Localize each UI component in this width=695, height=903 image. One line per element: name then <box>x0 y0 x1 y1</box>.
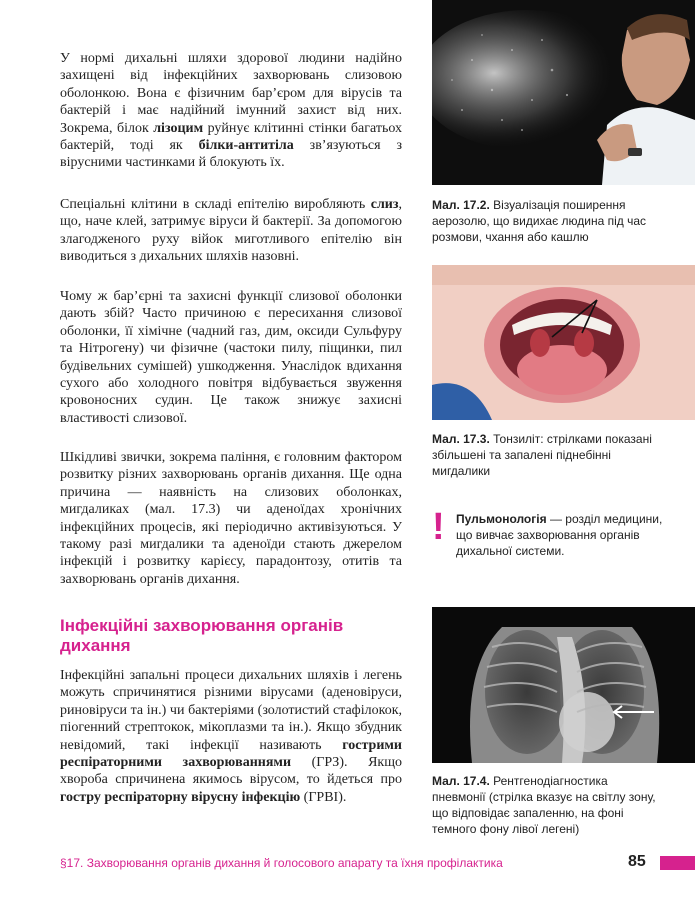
page-number: 85 <box>628 853 646 870</box>
term-antibodies: білки-антитіла <box>198 138 294 154</box>
caption-fig-17-3: Мал. 17.3. Тонзиліт: стрілками показані збільшені та запалені піднебінні мигдалики <box>432 432 652 478</box>
paragraph-infections: Інфекційні запальні процеси дихальних шляхів і легень можуть спричинятися різними вірусами (аденовіруси, риновіруси та ін.) чи бактеріями (золотистий стафілокок, піогенний стрептокок, мікоплазми та ін.). Якщо збудник невідомий, такі інфекції називають гострими респіраторними захворюваннями (ГРЗ). Якщо хвороба спричинена якимось вірусом, то йдеться про гостру респіраторну вірусну інфекцію (ГРВІ). <box>60 668 402 805</box>
definition-box <box>432 505 672 575</box>
aerosol-photo-image <box>432 0 695 185</box>
exclamation-icon: ! <box>432 506 445 548</box>
term-mucus: слиз <box>370 197 399 212</box>
section-heading: Інфекційні захворювання органів дихання <box>60 616 344 655</box>
paragraph-mucosa-protection: У нормі дихальні шляхи здорової людини надійно захищені від інфекційних захворювань слизовою оболонкою. Вона є фізичним бар’єром для вірусів та бактерій і має надійний імунний захист від них. Зокрема, білок лізоцим руйнує клітинні стінки багатьох бактерій, тоді як білки-антитіла зв’язуються з вірусними частинками й блокують їх. <box>60 51 402 171</box>
term-ari: гострими респіраторними захворюваннями <box>60 737 402 771</box>
caption-fig-17-2: Мал. 17.2. Візуалізація поширення аерозолю, що видихає людина під час розмови, чхання або кашлю <box>432 198 647 244</box>
figure-tonsillitis-photo <box>432 265 695 420</box>
figure-xray-photo <box>432 607 695 763</box>
figure-aerosol-photo <box>432 0 695 185</box>
term-arvi: гостру респіраторну вірусну інфекцію <box>60 789 301 805</box>
xray-photo-image <box>432 607 695 763</box>
paragraph-mucus: Спеціальні клітини в складі епітелію виробляють слиз, що, наче клей, затримує віруси й бактерії. За допомогою злагодженого руху війок миготливого епітелію він виводиться з дихальних шляхів назовні. <box>60 197 402 265</box>
page-tab-marker <box>660 856 695 870</box>
paragraph-bad-habits: Шкідливі звички, зокрема паління, є головним фактором розвитку різних захворювань органів дихання. Ще одна причина — наявність на слизових оболонках, мигдаликах (мал. 17.3) чи аденоїдах хронічних інфекційних процесів, які періодично активізуються. У такому разі мигдалики та аденоїди стають джерелом інфекцій і розвитку карієсу, парадонтозу, отитів та захворювань органів дихання. <box>60 450 402 587</box>
term-lysozyme: лізоцим <box>153 120 204 136</box>
definition-text: Пульмонологія — розділ медицини, що вивчає захворювання органів дихальної системи. <box>456 512 663 558</box>
paragraph-barrier-failure: Чому ж бар’єрні та захисні функції слизової оболонки дають збій? Часто причиною є пересихання слизової оболонки, її хімічне (чадний газ, дим, оксиди Сульфуру та Нітрогену) чи фізичне (частоки пилу, піщинки, пил будівельних сумішей) ушкодження. Унаслідок вдихання сухого або холодного повітря відбувається звуження кровоносних судин. Це також знижує захисні властивості слизової. <box>60 289 402 426</box>
tonsillitis-photo-image <box>432 265 695 420</box>
footer-chapter-title: §17. Захворювання органів дихання й голосового апарату та їхня профілактика <box>60 856 503 870</box>
definition-term: Пульмонологія <box>456 512 547 526</box>
caption-fig-17-4: Мал. 17.4. Рентгенодіагностика пневмонії (стрілка вказує на світлу зону, що відповідає запаленню, на фоні темного фону лівої легені) <box>432 774 656 836</box>
